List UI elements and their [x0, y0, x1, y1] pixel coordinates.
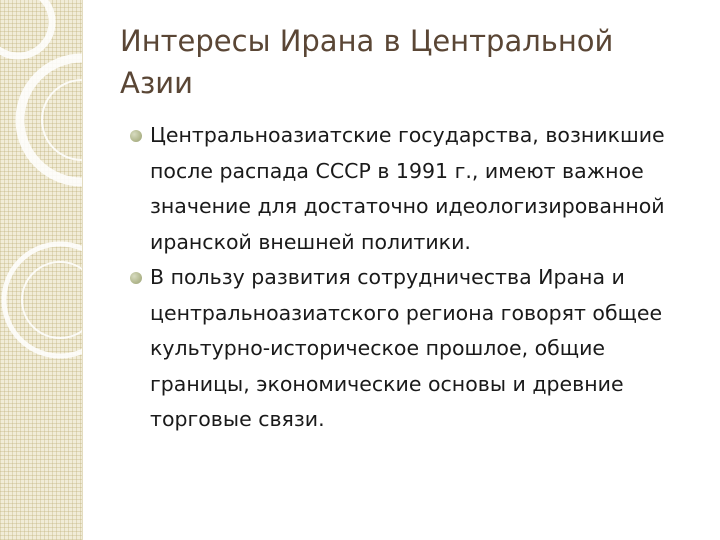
- slide-title: Интересы Ирана в Центральной Азии: [120, 24, 614, 100]
- bullet-text: Центральноазиатские государства, возникшие после распада СССР в 1991 г., имеют важное значение для достаточно идеологизированной иранской внешней политики.: [150, 123, 665, 254]
- bullet-dot-icon: [130, 272, 142, 284]
- bullet-item: [128, 260, 700, 438]
- ornament-circles-icon: [0, 0, 82, 360]
- bullet-text: В пользу развития сотрудничества Ирана и центральноазиатского региона говорят общее культурно-историческое прошлое, общие границы, экономические основы и древние торговые связи.: [150, 265, 663, 431]
- bullet-dot-icon: [130, 130, 142, 142]
- bullet-list: [128, 118, 700, 438]
- bullet-item: [128, 118, 700, 260]
- decorative-side-band: [0, 0, 83, 540]
